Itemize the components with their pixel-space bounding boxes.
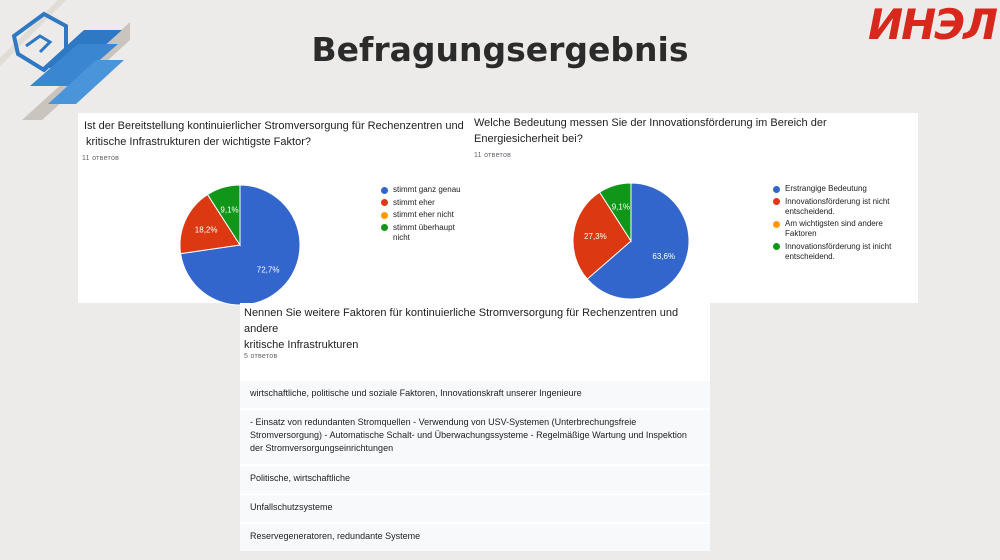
legend-dot-green xyxy=(381,224,388,231)
legend-dot-orange xyxy=(381,212,388,219)
question-1-legend xyxy=(381,185,470,245)
legend-item: Am wichtigsten sind andere Faktoren xyxy=(773,219,915,239)
question-1-title: Ist der Bereitstellung kontinuierlicher Stromversorgung für Rechenzentren und kritische Infrastrukturen der wichtigste Faktor? xyxy=(84,120,464,148)
legend-item: stimmt eher xyxy=(381,198,470,208)
slide-title: Befragungsergebnis xyxy=(311,30,689,69)
question-2-legend xyxy=(773,184,915,264)
pie-slice-label: 18,2% xyxy=(194,225,218,235)
question-3-count: 5 ответов xyxy=(244,353,278,360)
answer-item: - Einsatz von redundanten Stromquellen - Verwendung von USV-Systemen (Unterbrechungsfreie Stromversorgung) - Automatische Schalt- und Überwachungssysteme - Regelmäßige Wartung und Inspektion der Stromversorgungseinrichtungen xyxy=(240,410,710,464)
legend-item: Innovationsförderung ist inicht entscheidend. xyxy=(773,242,915,262)
legend-item: Innovationsförderung ist nicht entscheidend. xyxy=(773,197,915,217)
answer-item: Reservegeneratoren, redundante Systeme xyxy=(240,524,710,551)
pie-slice-label: 72,7% xyxy=(256,265,280,275)
question-1-card xyxy=(78,113,470,303)
question-2-title: Welche Bedeutung messen Sie der Innovationsförderung im Bereich der Energiesicherheit bei? xyxy=(474,117,827,145)
question-1-pie-chart xyxy=(178,183,302,307)
question-1-count: 11 ответов xyxy=(82,155,120,162)
answer-item: Politische, wirtschaftliche xyxy=(240,466,710,493)
pie-slice-label: 9,1% xyxy=(611,202,630,212)
legend-dot-green xyxy=(773,243,780,250)
pie-slice-label: 27,3% xyxy=(584,231,607,241)
question-2-card xyxy=(470,113,918,303)
answer-item: Unfallschutzsysteme xyxy=(240,495,710,522)
legend-item: Erstrangige Bedeutung xyxy=(773,184,915,194)
legend-item: stimmt überhaupt nicht xyxy=(381,223,470,243)
question-2-count: 11 ответов xyxy=(474,152,512,159)
answer-item: wirtschaftliche, politische und soziale Faktoren, Innovationskraft unserer Ingenieure xyxy=(240,381,710,408)
pie-slice-label: 9,1% xyxy=(220,205,239,215)
question-3-card xyxy=(240,303,710,545)
legend-item: stimmt eher nicht xyxy=(381,210,470,220)
legend-dot-red xyxy=(773,198,780,205)
question-2-pie-chart xyxy=(571,181,691,301)
legend-dot-blue xyxy=(381,187,388,194)
answer-list xyxy=(240,381,710,553)
pie-slice-label: 63,6% xyxy=(652,251,676,261)
legend-dot-orange xyxy=(773,221,780,228)
legend-item: stimmt ganz genau xyxy=(381,185,470,195)
legend-dot-blue xyxy=(773,186,780,193)
question-3-title: Nennen Sie weitere Faktoren für kontinuierliche Stromversorgung für Rechenzentren und andere kritische Infrastrukturen xyxy=(244,307,679,351)
right-logo: ИНЭЛ xyxy=(867,0,996,49)
legend-dot-red xyxy=(381,199,388,206)
